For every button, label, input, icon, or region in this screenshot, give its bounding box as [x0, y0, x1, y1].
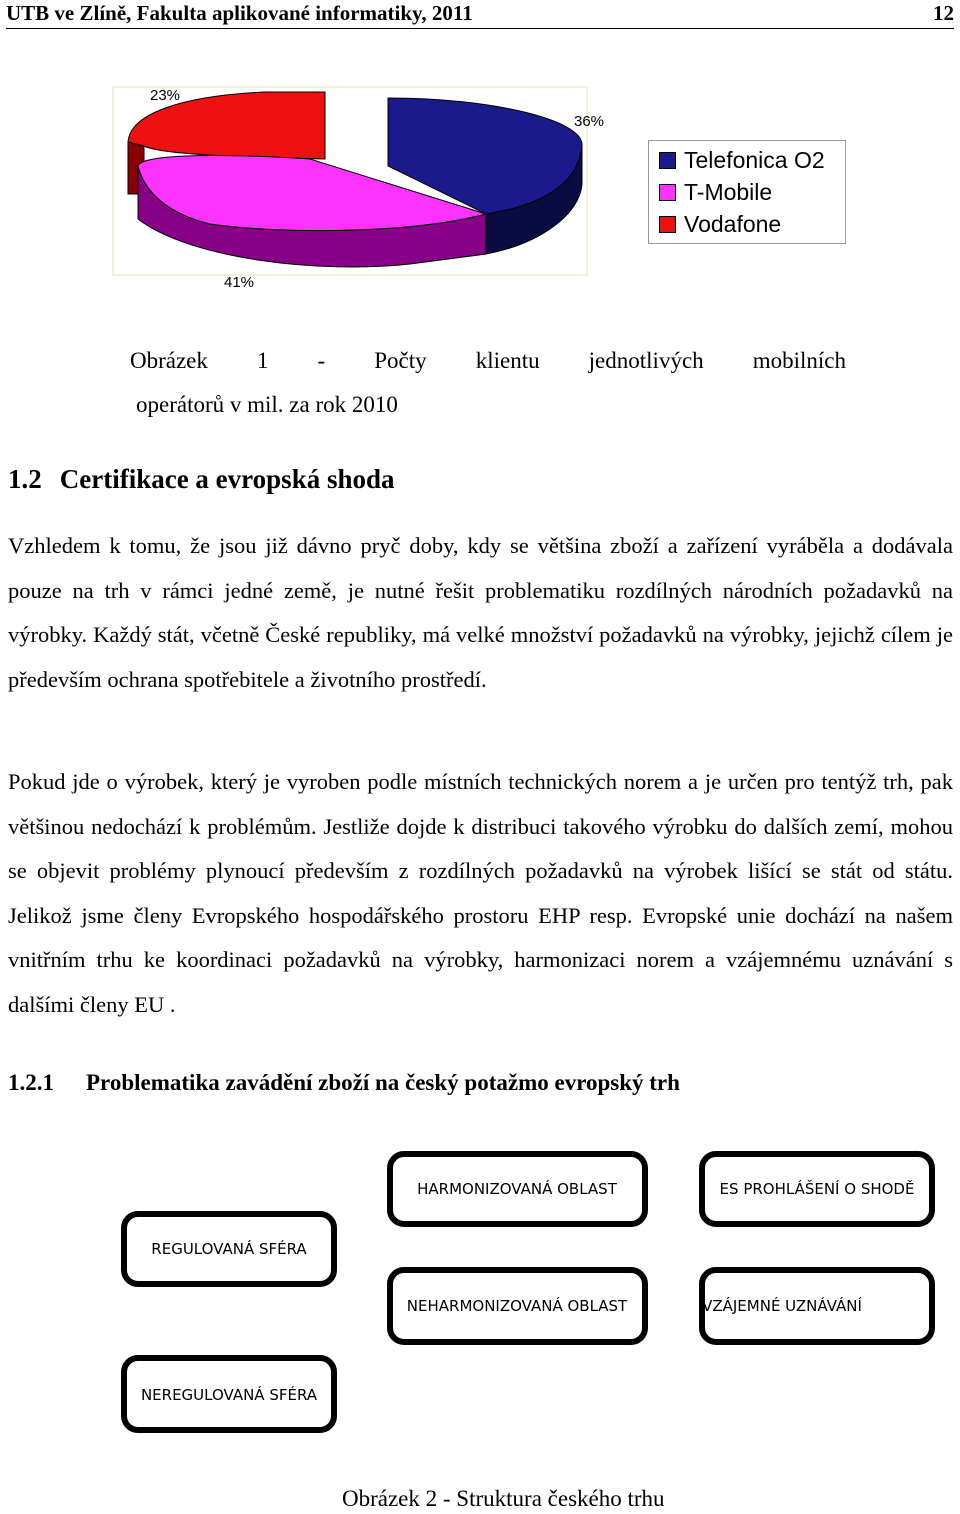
legend-label: Telefonica O2: [684, 146, 825, 173]
section-title: Certifikace a evropská shoda: [59, 464, 395, 494]
box-harmonized: [390, 1154, 645, 1224]
paragraph-2: Pokud jde o výrobek, který je vyroben podle místních technických norem a je určen pro tentýž trh, pak většinou nedochází k problémům. Jestliže dojde k distribuci takového výrobku do dalších zemí, mohou se objevit problémy plynoucí především z rozdílných požadavků na výrobek lišící se stát od státu. Jelikož jsme členy Evropského hospodářského prostoru EHP resp. Evropské unie dochází na našem vnitřním trhu ke koordinaci požadavků na výrobky, harmonizaci norem a vzájemnému uznávání s dalšími členy EU .: [8, 769, 953, 1017]
label-vodafone: 23%: [150, 87, 181, 104]
box-label: NEHARMONIZOVANÁ OBLAST: [406, 1297, 628, 1315]
figure-2-caption: Obrázek 2 - Struktura českého trhu: [342, 1486, 665, 1511]
caption-word: jednotlivých: [588, 348, 704, 373]
caption-line-2: operátorů v mil. za rok 2010: [136, 392, 398, 417]
box-declaration: [702, 1154, 932, 1224]
subsection-title: Problematika zavádění zboží na český potažmo evropský trh: [86, 1070, 680, 1095]
box-label: NEREGULOVANÁ SFÉRA: [140, 1386, 318, 1404]
market-structure-diagram: [12, 1130, 942, 1450]
legend-item-o2: [659, 145, 825, 175]
legend-label: Vodafone: [684, 210, 782, 237]
caption-word: 1: [256, 348, 269, 373]
legend-label: T-Mobile: [684, 178, 773, 205]
caption-word: Počty: [374, 348, 427, 373]
caption-word: mobilních: [752, 348, 846, 373]
caption-word: Obrázek: [130, 348, 208, 373]
box-label: ES PROHLÁŠENÍ O SHODĚ: [719, 1180, 915, 1198]
box-label: VZÁJEMNÉ UZNÁVÁNÍ: [702, 1297, 862, 1315]
section-number: 1.2: [8, 464, 42, 494]
subsection-heading: [8, 1070, 680, 1096]
legend-item-tmobile: [659, 177, 772, 207]
box-label: HARMONIZOVANÁ OBLAST: [417, 1180, 617, 1198]
legend-swatch: [659, 216, 676, 233]
caption-word: -: [317, 348, 326, 373]
page-number: 12: [933, 1, 954, 25]
box-mutual: [702, 1270, 932, 1342]
label-o2: 36%: [574, 113, 605, 130]
pie-chart: [110, 84, 605, 291]
section-heading: [8, 464, 395, 495]
label-tmobile: 41%: [224, 274, 255, 291]
box-label: REGULOVANÁ SFÉRA: [151, 1240, 307, 1258]
legend-swatch: [659, 152, 676, 169]
paragraph-1: Vzhledem k tomu, že jsou již dávno pryč doby, kdy se většina zboží a zařízení vyráběla a dodávala pouze na trh v rámci jedné země, je nutné řešit problematiku rozdílných národních požadavků na výrobky. Každý stát, včetně České republiky, má velké množství požadavků na výrobky, jejichž cílem je především ochrana spotřebitele a životního prostředí.: [8, 533, 953, 692]
subsection-number: 1.2.1: [8, 1070, 54, 1095]
chart-legend: [648, 140, 846, 244]
legend-swatch: [659, 184, 676, 201]
figure-1-caption: [130, 339, 846, 427]
header-title: UTB ve Zlíně, Fakulta aplikované informatiky, 2011: [6, 1, 473, 25]
caption-word: klientu: [475, 348, 540, 373]
legend-item-vodafone: [659, 209, 781, 239]
running-header: [6, 0, 954, 29]
box-nonharmonized: [390, 1270, 645, 1342]
box-unregulated: [124, 1358, 334, 1430]
box-regulated: [124, 1214, 334, 1284]
